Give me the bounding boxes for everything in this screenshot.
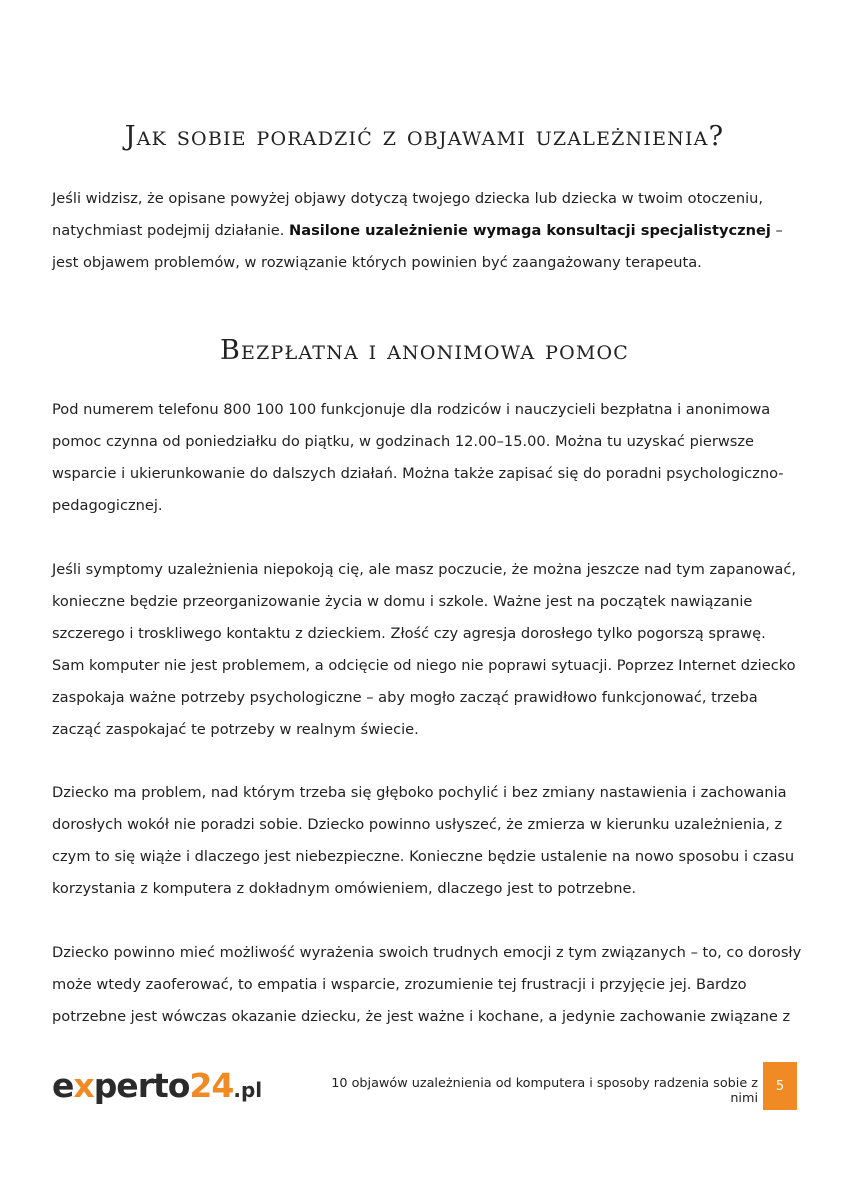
section-heading-coping: Jak sobie poradzić z objawami uzależnienia? xyxy=(124,121,725,152)
footer-document-title: 10 objawów uzależnienia od komputera i sposoby radzenia sobie z nimi xyxy=(331,1076,758,1106)
paragraph-child-problem: Dziecko ma problem, nad którym trzeba się głęboko pochylić i bez zmiany nastawienia i zachowania dorosłych wokół nie poradzi sobie. Dziecko powinno usłyszeć, że zmierza w kierunku uzależnienia, z czym to się wiąże i dlaczego jest niebezpieczne. Konieczne będzie ustalenie na nowo sposobu i czasu korzystania z komputera z dokładnym omówieniem, dlaczego jest to potrzebne. xyxy=(52,784,795,897)
bold-emphasis: Nasilone uzależnienie wymaga konsultacji specjalistycznej xyxy=(289,222,771,239)
paragraph-emotions: Dziecko powinno mieć możliwość wyrażenia swoich trudnych emocji z tym związanych – to, co dorosły może wtedy zaoferować, to empatia i wsparcie, zrozumienie tej frustracji i przyjęcie jej. Bardzo potrzebne jest wówczas okazanie dziecku, że jest ważne i kochane, a jedynie zachowanie związane z xyxy=(52,944,802,1025)
paragraph-text: – jest objawem problemów, w rozwiązanie których powinien być zaangażowany terapeuta. xyxy=(52,222,783,271)
section-heading-free-help: Bezpłatna i anonimowa pomoc xyxy=(219,335,630,366)
paragraph-helpline: Pod numerem telefonu 800 100 100 funkcjonuje dla rodziców i nauczycieli bezpłatna i anonimowa pomoc czynna od poniedziałku do piątku, w godzinach 12.00–15.00. Można tu uzyskać pierwsze wsparcie i ukierunkowanie do dalszych działań. Można także zapisać się do poradni psychologiczno-pedagogicznej. xyxy=(52,401,784,514)
page-number-badge: 5 xyxy=(763,1062,797,1110)
paragraph-symptoms: Jeśli symptomy uzależnienia niepokoją cię, ale masz poczucie, że można jeszcze nad tym zapanować, konieczne będzie przeorganizowanie życia w domu i szkole. Ważne jest na początek nawiązanie szczerego i troskliwego kontaktu z dzieckiem. Złość czy agresja dorosłego tylko pogorszą sprawę. Sam komputer nie jest problemem, a odcięcie od niego nie poprawi sytuacji. Poprzez Internet dziecko zaspokaja ważne potrzeby psychologiczne – aby mogło zacząć prawidłowo funkcjonować, trzeba zacząć zaspokajać te potrzeby w realnym świecie. xyxy=(52,561,797,738)
paragraph-coping xyxy=(52,183,802,279)
paragraph-text: Jeśli widzisz, że opisane powyżej objawy dotyczą twojego dziecka lub dziecka w twoim otoczeniu, natychmiast podejmij działanie. xyxy=(52,190,764,239)
experto24-logo: experto24.pl xyxy=(52,1066,263,1105)
